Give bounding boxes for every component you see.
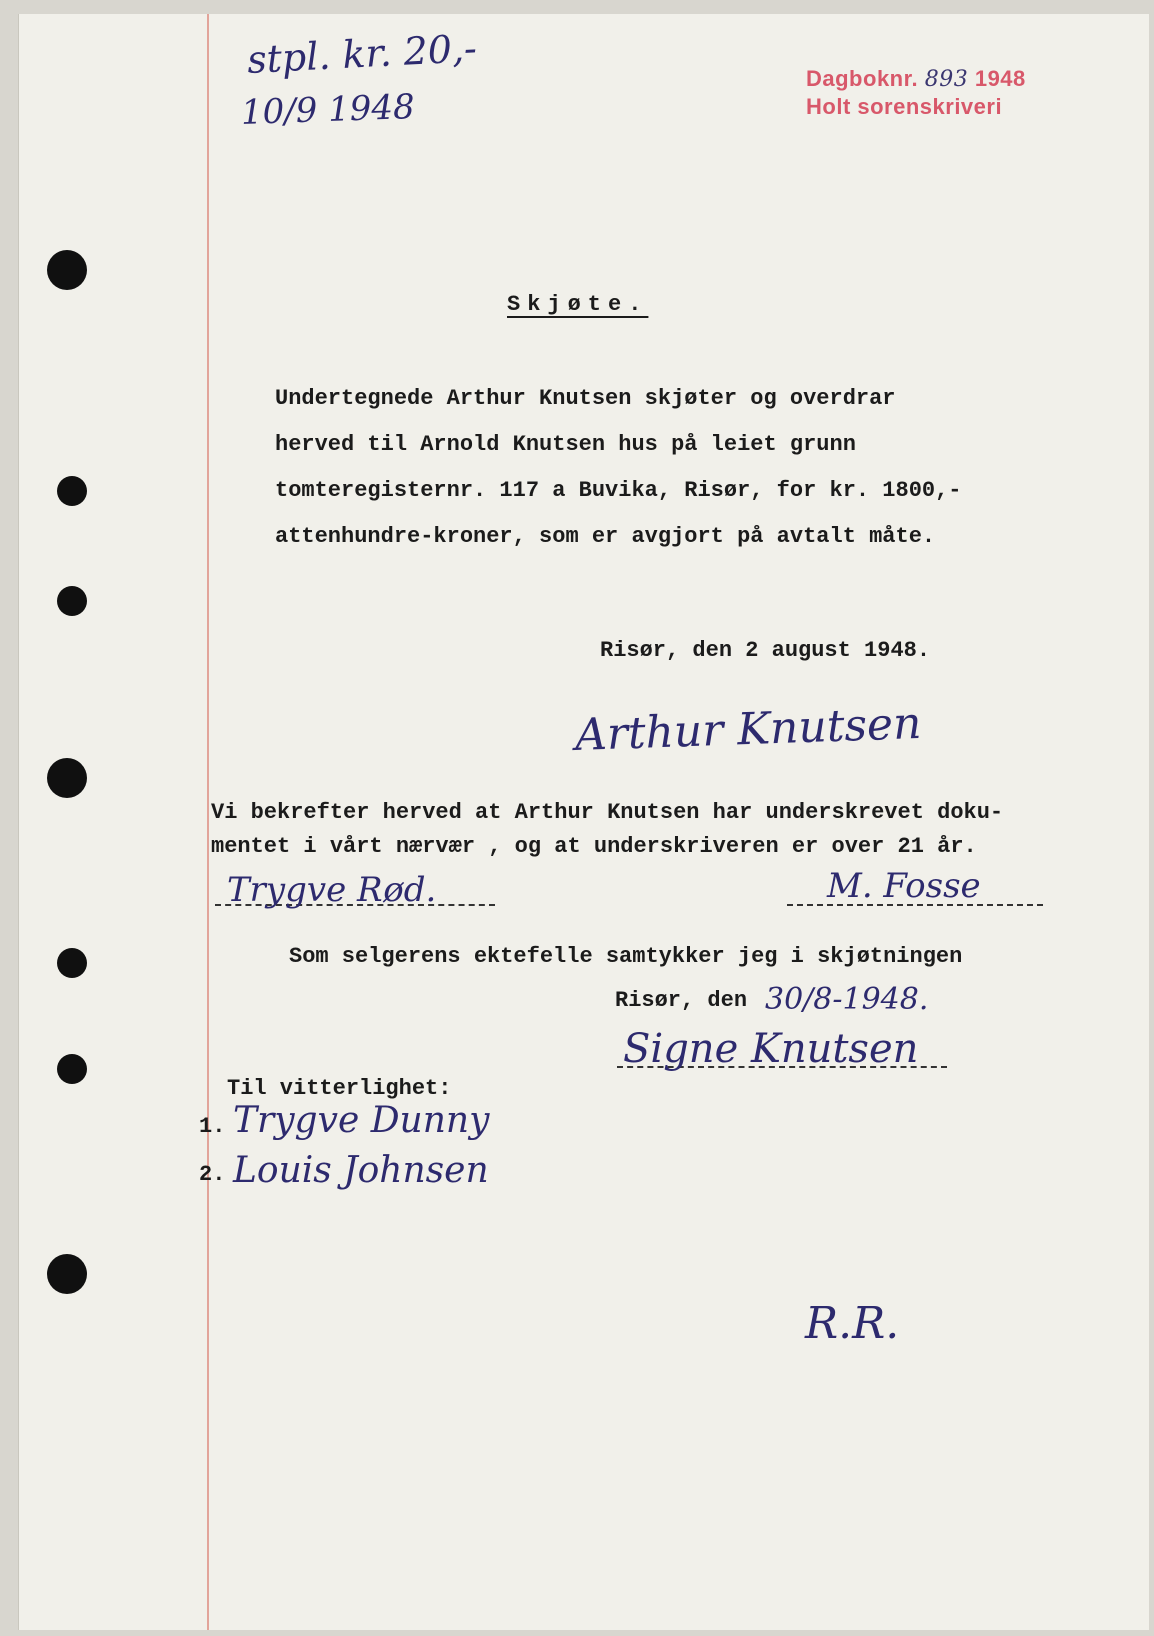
initials: R.R. — [805, 1298, 900, 1349]
attestation-number: 1. — [199, 1114, 226, 1139]
stamp-office: Holt sorenskriveri — [806, 94, 1003, 119]
seller-signature: Arthur Knutsen — [574, 697, 923, 762]
attestation-signature: Louis Johnsen — [233, 1150, 489, 1191]
punch-hole — [57, 586, 87, 616]
stamp-label: Dagboknr. — [806, 66, 919, 91]
margin-rule — [207, 14, 209, 1630]
punch-hole — [57, 948, 87, 978]
attestation-number: 2. — [199, 1162, 226, 1187]
punch-hole — [57, 1054, 87, 1084]
body-line: Undertegnede Arthur Knutsen skjøter og overdrar — [275, 386, 896, 411]
handwritten-ref-date: 10/9 1948 — [240, 86, 416, 134]
document-page — [18, 14, 1149, 1630]
registry-stamp — [806, 66, 1026, 92]
punch-hole — [47, 1254, 87, 1294]
witness-signature-right: M. Fosse — [827, 866, 981, 906]
body-line: attenhundre-kroner, som er avgjort på avtalt måte. — [275, 524, 936, 549]
stamp-year: 1948 — [974, 66, 1026, 91]
place-date: Risør, den 2 august 1948. — [600, 638, 931, 663]
spouse-signature: Signe Knutsen — [623, 1026, 919, 1072]
witness-statement: Vi bekrefter herved at Arthur Knutsen har underskrevet doku- — [211, 800, 1004, 825]
punch-hole — [57, 476, 87, 506]
handwritten-stamp-fee: stpl. kr. 20,- — [246, 26, 478, 82]
stamp-number: 893 — [924, 67, 969, 92]
document-title: Skjøte. — [507, 292, 649, 317]
punch-hole — [47, 250, 87, 290]
punch-hole — [47, 758, 87, 798]
witness-signature-left: Trygve Rød. — [227, 870, 437, 910]
body-line: herved til Arnold Knutsen hus på leiet grunn — [275, 432, 856, 457]
attestation-signature: Trygve Dunny — [233, 1100, 490, 1141]
spouse-date: 30/8-1948. — [765, 982, 929, 1017]
spouse-place: Risør, den — [615, 988, 748, 1013]
attestation-heading: Til vitterlighet: — [227, 1076, 452, 1101]
witness-statement: mentet i vårt nærvær , og at underskriveren er over 21 år. — [211, 834, 977, 859]
body-line: tomteregisternr. 117 a Buvika, Risør, for kr. 1800,- — [275, 478, 962, 503]
spouse-consent: Som selgerens ektefelle samtykker jeg i skjøtningen — [289, 944, 963, 969]
